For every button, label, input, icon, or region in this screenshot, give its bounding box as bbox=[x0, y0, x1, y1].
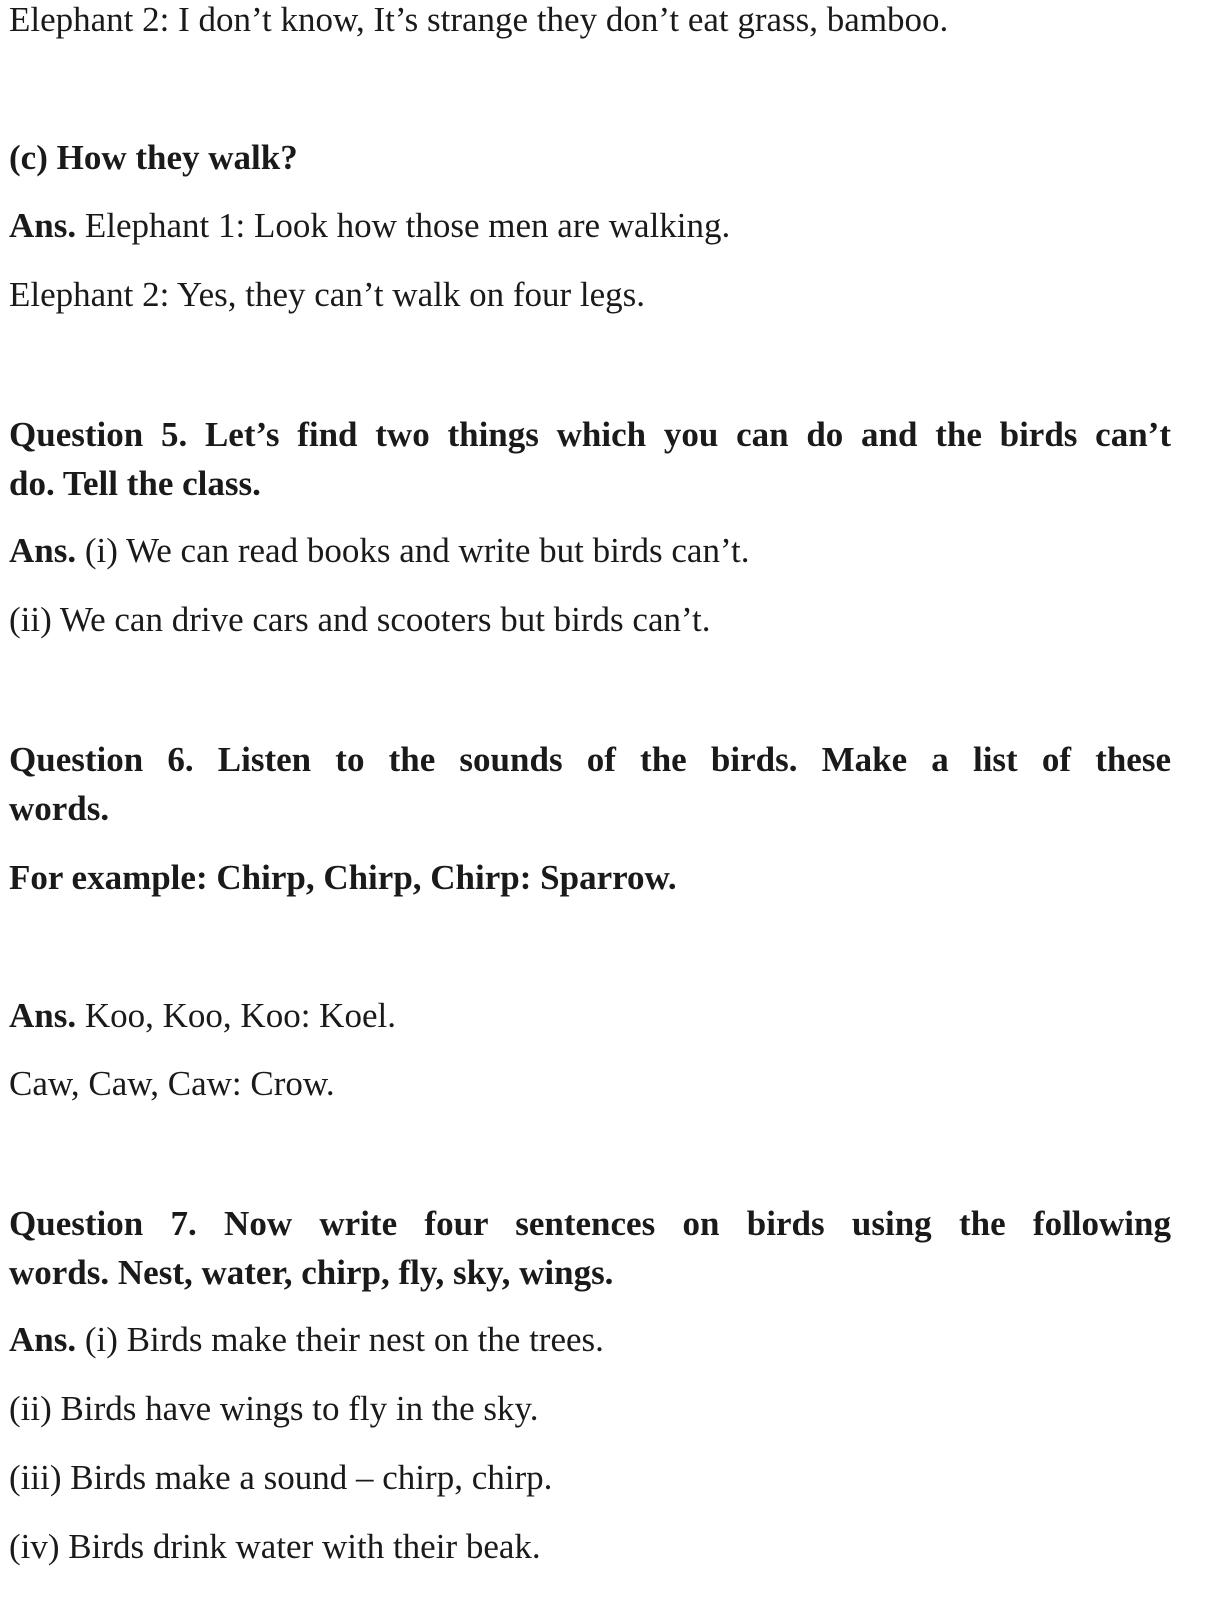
answer-label: Ans. bbox=[9, 531, 77, 570]
question-6-answer-line-2: Caw, Caw, Caw: Crow. bbox=[9, 1064, 335, 1103]
answer-label: Ans. bbox=[9, 996, 77, 1035]
question-6-answer-line-1 bbox=[9, 996, 1171, 1036]
dialogue-line: Elephant 2: I don’t know, It’s strange they don’t eat grass, bamboo. bbox=[9, 0, 949, 39]
question-6-line-1: Question 6. Listen to the sounds of the birds. Make a list of these bbox=[9, 740, 1171, 779]
question-7-answer-line-1 bbox=[9, 1320, 1171, 1360]
part-c-answer-line-2: Elephant 2: Yes, they can’t walk on four legs. bbox=[9, 275, 646, 314]
question-7-answer-line-3: (iii) Birds make a sound – chirp, chirp. bbox=[9, 1458, 553, 1497]
answer-label: Ans. bbox=[9, 1320, 77, 1359]
answer-text: Elephant 1: Look how those men are walking. bbox=[76, 206, 731, 245]
answer-text: Koo, Koo, Koo: Koel. bbox=[76, 996, 396, 1035]
question-5-answer-line-2: (ii) We can drive cars and scooters but birds can’t. bbox=[9, 600, 711, 639]
part-c-heading: (c) How they walk? bbox=[9, 138, 298, 177]
question-7-line-2: words. Nest, water, chirp, fly, sky, wings. bbox=[9, 1253, 614, 1292]
question-5-line-2: do. Tell the class. bbox=[9, 464, 261, 503]
part-c-answer-line-1 bbox=[9, 206, 1171, 246]
answer-text: (i) Birds make their nest on the trees. bbox=[76, 1320, 604, 1359]
question-5-answer-line-1 bbox=[9, 531, 1171, 571]
question-6-line-2: words. bbox=[9, 789, 110, 828]
question-7-answer-line-2: (ii) Birds have wings to fly in the sky. bbox=[9, 1389, 539, 1428]
question-6-example: For example: Chirp, Chirp, Chirp: Sparrow. bbox=[9, 858, 677, 897]
answer-label: Ans. bbox=[9, 206, 77, 245]
question-7-line-1: Question 7. Now write four sentences on birds using the following bbox=[9, 1204, 1171, 1243]
question-5-line-1: Question 5. Let’s find two things which you can do and the birds can’t bbox=[9, 415, 1171, 454]
question-7-answer-line-4: (iv) Birds drink water with their beak. bbox=[9, 1527, 541, 1566]
answer-text: (i) We can read books and write but birds can’t. bbox=[76, 531, 750, 570]
